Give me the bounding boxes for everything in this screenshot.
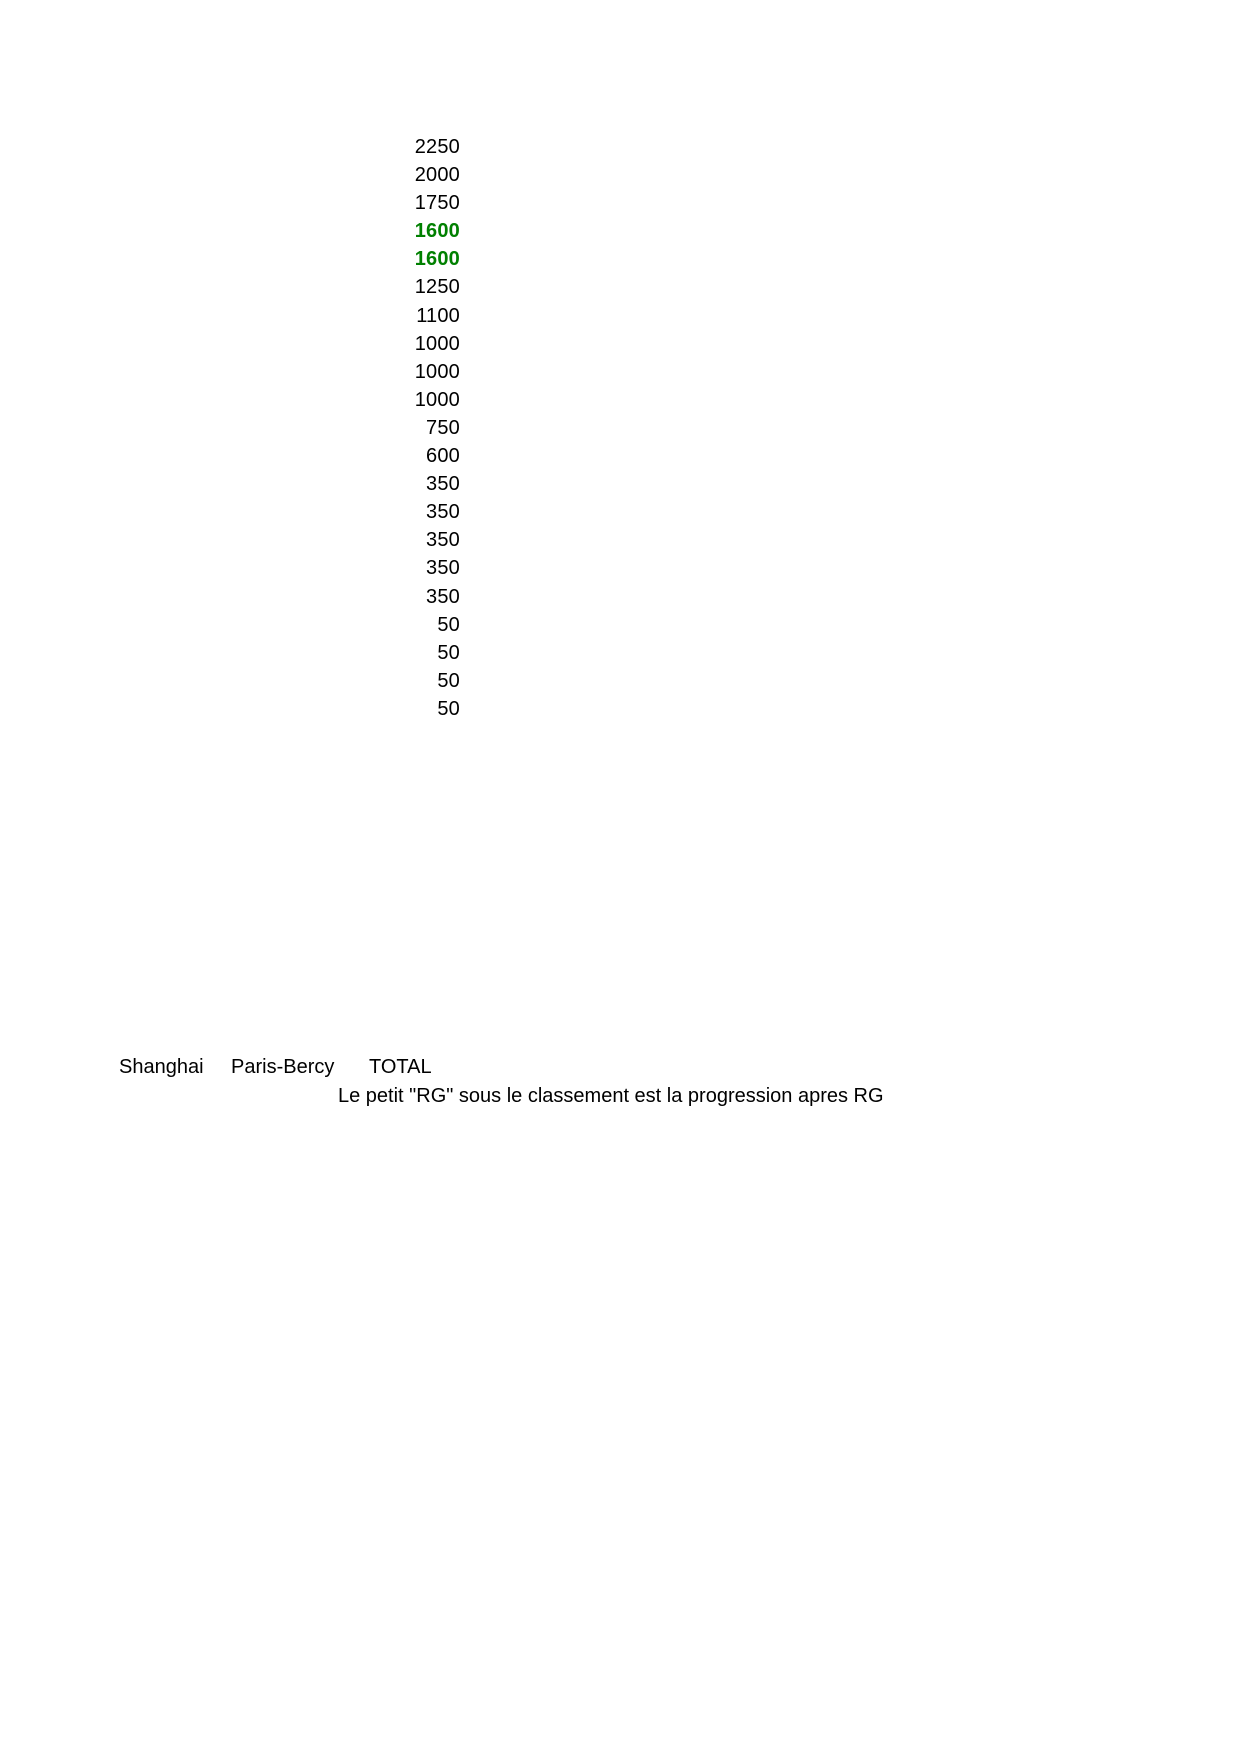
points-cell: 50	[437, 697, 460, 720]
points-cell: 750	[426, 416, 460, 439]
bottom-header-row	[0, 1052, 1241, 1082]
points-cell: 1600	[414, 220, 460, 243]
points-cell: 1750	[414, 192, 460, 215]
points-cell: 50	[437, 613, 460, 636]
points-cell: 1250	[414, 276, 460, 299]
points-cell: 600	[426, 445, 460, 468]
points-cell: 2000	[414, 164, 460, 187]
points-cell: 1600	[414, 248, 460, 271]
points-cell: 350	[426, 501, 460, 524]
caption-row	[338, 1081, 1198, 1111]
column-header-paris-bercy: Paris-Bercy	[231, 1056, 335, 1078]
points-cell: 350	[426, 585, 460, 608]
points-cell: 350	[426, 473, 460, 496]
points-cell: 1000	[414, 388, 460, 411]
points-total-column	[340, 133, 460, 723]
points-cell: 350	[426, 529, 460, 552]
points-cell: 1000	[414, 332, 460, 355]
column-header-shanghai: Shanghai	[119, 1056, 204, 1078]
caption-note: Le petit "RG" sous le classement est la progression apres RG	[338, 1085, 884, 1107]
points-cell: 350	[426, 557, 460, 580]
points-cell: 1000	[414, 360, 460, 383]
points-cell: 2250	[414, 136, 460, 158]
points-cell: 50	[437, 641, 460, 664]
points-cell: 50	[437, 669, 460, 692]
column-header-total: TOTAL	[369, 1056, 432, 1078]
points-cell: 1100	[416, 304, 460, 327]
